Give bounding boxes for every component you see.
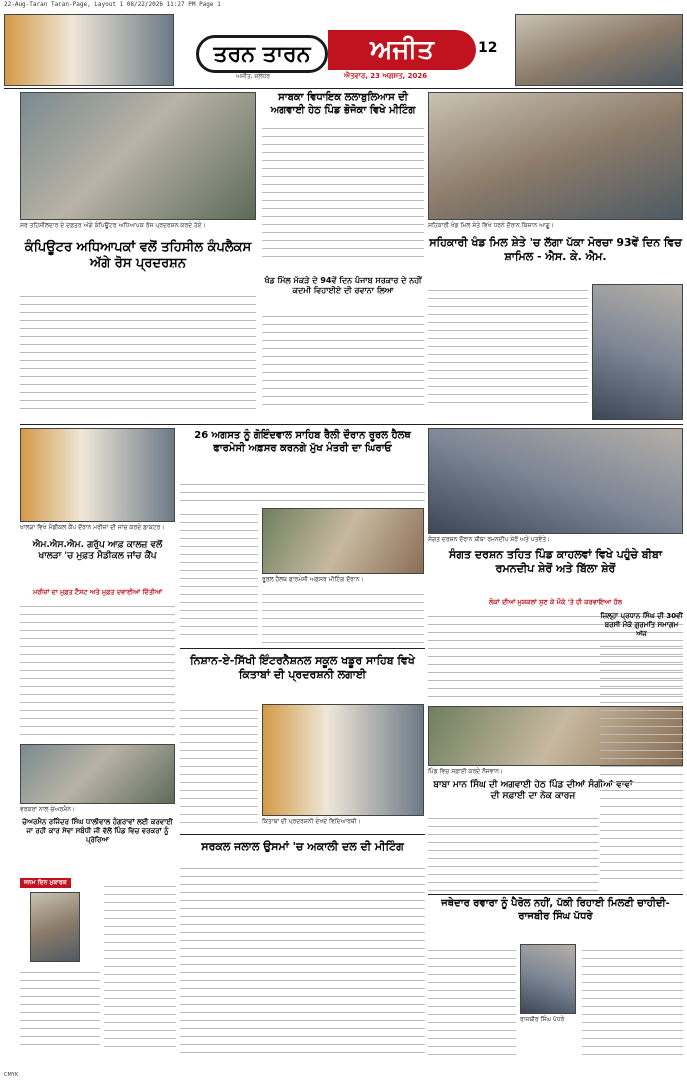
caption-8: ਰਾਜਬੀਰ ਸਿੰਘ ਪੱਧਰੇ xyxy=(520,1016,565,1023)
rule-5 xyxy=(428,894,683,895)
headline-a3: ਖੰਡ ਮਿੱਲ ਮੱਕੜੇ ਦੇ 94ਵੇਂ ਦਿਨ ਪੰਜਾਬ ਸਰਕਾਰ ਦੇ ਨਹੀਂ ਕਦਮੀ ਵਿਹਾਈਏ ਦੀ ਰਵਾਨਾ ਲਿਆ xyxy=(264,276,422,295)
photo-book-exhibition xyxy=(262,704,424,816)
masthead xyxy=(196,30,496,84)
headline-a8: ਨਿਸ਼ਾਨ-ਏ-ਸਿੱਖੀ ਇੰਟਰਨੈਸ਼ਨਲ ਸਕੂਲ ਖਡੂਰ ਸਾਹਿਬ ਵਿਖੇ ਕਿਤਾਬਾਂ ਦੀ ਪ੍ਰਦਰਸ਼ਨੀ ਲਗਾਈ xyxy=(190,654,415,681)
body-a1 xyxy=(262,122,424,270)
body-a4 xyxy=(428,284,588,420)
photo-pharmacy xyxy=(262,508,424,574)
body-a12 xyxy=(180,862,425,1058)
rule-3 xyxy=(180,648,425,649)
subhead-a6: ਮਰੀਜ਼ਾਂ ਦਾ ਮੁਫ਼ਤ ਟੈਸਟ ਅਤੇ ਮੁਫ਼ਤ ਦਵਾਈਆਂ ਦਿੱਤੀਆਂ xyxy=(32,588,163,596)
meta-line: 22-Aug-Taran Taran-Page, Layout 1 08/22/2026 11:27 PM Page 1 xyxy=(4,1,221,8)
body-a13b xyxy=(582,944,683,1058)
page-number: 12 xyxy=(478,40,498,56)
masthead-city: ਤਰਨ ਤਾਰਨ xyxy=(196,35,328,73)
caption-7: ਪਿੰਡ ਵਿਚ ਸਫ਼ਾਈ ਕਰਦੇ ਨੌਜਵਾਨ। xyxy=(428,768,503,775)
photo-workers xyxy=(20,744,175,804)
body-a5c xyxy=(262,588,424,646)
birthday-badge: ਜਨਮ ਦਿਨ ਮੁਬਾਰਕ xyxy=(20,878,71,888)
headline-a1: ਸਾਬਕਾ ਵਿਧਾਇਕ ਲਲਾਬੁਲਿਆਸ ਦੀ ਅਗਵਾਈ ਹੇਠ ਪਿੰਡ ਭੋਜੋਕਾ ਵਿਖੇ ਮੀਟਿੰਗ xyxy=(270,92,416,116)
body-a5b xyxy=(180,508,258,646)
body-a6 xyxy=(20,600,175,742)
footer-cmyk: CMYK xyxy=(4,1072,19,1078)
body-a8 xyxy=(180,704,258,832)
caption-9: ਵਰਕਰਾਂ ਨਾਲ ਚੇਅਰਮੈਨ। xyxy=(20,806,75,813)
headline-a10: ਜ਼ਿਲ੍ਹਾ ਪ੍ਰਧਾਨ ਸਿੰਘ ਦੀ 30ਵੀਂ ਬਰਸੀ ਮੌਕੇ ਗੁਰਮਤਿ ਸਮਾਗਮ ਅੱਜ xyxy=(600,612,683,638)
rule-4 xyxy=(180,834,425,835)
caption-3: ਖਾਲੜਾ ਵਿਖੇ ਮੈਡੀਕਲ ਕੈਂਪ ਦੌਰਾਨ ਮਰੀਜ਼ਾਂ ਦੀ ਜਾਂਚ ਕਰਦੇ ਡਾਕਟਰ। xyxy=(20,524,165,531)
photo-sugar-mill-2 xyxy=(592,284,683,420)
masthead-tagline: ਅਜੀਤ, ਜਲੰਧਰ xyxy=(236,73,271,80)
headline-a11: ਚੇਅਰਮੈਨ ਰਜਿੰਦਰ ਸਿੰਘ ਧਾਲੀਵਾਲ ਹੰਗਰਾਵਾਂ ਲਈ ਕਰਵਾਈ ਜਾ ਰਹੀ ਕਾਰ ਸੇਵਾ ਸਬੰਧੀ ਜੀ ਵੱਲੋਂ ਪਿੰਡ ਵਿਚ ਵਰਕਰਾਂ ਨੂੰ ਪ੍ਰੇਰਿਆ xyxy=(22,818,173,844)
subhead-a7: ਲੋਕਾਂ ਦੀਆਂ ਮੁਸ਼ਕਲਾਂ ਸੁਣ ਕੇ ਮੌਕੇ 'ਤੇ ਹੀ ਕਰਵਾਇਆ ਹੱਲ xyxy=(489,598,622,606)
body-a9 xyxy=(428,812,598,892)
masthead-paper: ਅਜੀਤ xyxy=(328,30,476,70)
rule-2 xyxy=(20,424,683,425)
caption-2: ਸਹਿਕਾਰੀ ਖੰਡ ਮਿਲ ਸ਼ੇਤੇ ਵਿਖੇ ਧਰਨੇ ਦੌਰਾਨ ਕਿਸਾਨ ਆਗੂ। xyxy=(428,222,554,229)
headline-a2: ਕੰਪਿਊਟਰ ਅਧਿਆਪਕਾਂ ਵਲੋਂ ਤਹਿਸੀਲ ਕੰਪਲੈਕਸ ਅੱਗੇ ਰੋਸ ਪ੍ਰਦਰਸ਼ਨ xyxy=(24,240,252,272)
photo-sugar-mill xyxy=(428,92,683,220)
top-rule xyxy=(4,88,683,89)
headline-a12: ਸਰਕਲ ਜਲਾਲ ਉਸਮਾਂ 'ਚ ਅਕਾਲੀ ਦਲ ਦੀ ਮੀਟਿੰਗ xyxy=(201,840,404,853)
header-photo-right xyxy=(515,14,683,86)
photo-sangat-darshan xyxy=(428,428,683,534)
photo-medical-camp xyxy=(20,428,175,522)
headline-a7: ਸੰਗਤ ਦਰਸ਼ਨ ਤਹਿਤ ਪਿੰਡ ਕਾਹਲਵਾਂ ਵਿਖੇ ਪਹੁੰਚੇ ਬੀਬਾ ਰਮਨਦੀਪ ਸ਼ੇਰੋਂ ਅਤੇ ਬਿੱਲਾ ਸ਼ੇਰੋਂ xyxy=(449,548,662,575)
header-photo-left xyxy=(4,14,174,86)
headline-a6: ਐਮ.ਐਸ.ਐਮ. ਗਰੁੱਪ ਆਫ਼ ਕਾਲਜ਼ ਵਲੋਂ ਖਾਲੜਾ 'ਚ ਮੁਫ਼ਤ ਮੈਡੀਕਲ ਜਾਂਚ ਕੈਂਪ xyxy=(32,540,163,562)
body-a13 xyxy=(428,944,516,1058)
headline-a9: ਬਾਬਾ ਮਾਨ ਸਿੰਘ ਦੀ ਅਗਵਾਈ ਹੇਠ ਪਿੰਡ ਦੀਆਂ ਸੰਗੀਆਂ ਵਾਵਾਂ ਦੀ ਸਫ਼ਾਈ ਦਾ ਨੇਕ ਕਾਰਜ xyxy=(433,780,633,802)
body-a11 xyxy=(104,880,176,1056)
body-a3 xyxy=(262,310,424,420)
caption-5: ਰੂਰਲ ਹੈਲਥ ਫਾਰਮੇਸੀ ਅਫ਼ਸਰ ਮੀਟਿੰਗ ਦੌਰਾਨ। xyxy=(262,576,364,583)
caption-4: ਸੰਗਤ ਦਰਸ਼ਨ ਦੌਰਾਨ ਬੀਬਾ ਰਮਨਦੀਪ ਸ਼ੇਰੋਂ ਅਤੇ ਪਤਵੰਤੇ। xyxy=(428,536,551,543)
photo-birthday-child xyxy=(30,892,80,962)
body-a2 xyxy=(20,290,256,420)
body-a5 xyxy=(180,478,425,506)
photo-rajbir-singh xyxy=(520,944,576,1014)
body-birthday xyxy=(20,966,100,1056)
body-a10 xyxy=(600,640,683,890)
headline-a5: 26 ਅਗਸਤ ਨੂੰ ਗੋਇੰਦਵਾਲ ਸਾਹਿਬ ਰੈਲੀ ਦੌਰਾਨ ਰੂਰਲ ਹੈਲਥ ਫਾਰਮੇਸੀ ਅਫ਼ਸਰ ਕਰਨਗੇ ਮੁੱਖ ਮੰਤਰੀ ਦਾ ਘਿਰਾਓ xyxy=(194,430,411,454)
caption-6: ਕਿਤਾਬਾਂ ਦੀ ਪ੍ਰਦਰਸ਼ਨੀ ਦੇਖਦੇ ਵਿਦਿਆਰਥੀ। xyxy=(262,818,361,825)
headline-a4: ਸਹਿਕਾਰੀ ਖੰਡ ਮਿਲ ਸ਼ੇਤੇ 'ਚ ਲੱਗਾ ਪੱਕਾ ਮੋਰਚਾ 93ਵੇਂ ਦਿਨ ਵਿਚ ਸ਼ਾਮਿਲ - ਐਸ. ਕੇ. ਐਮ. xyxy=(429,236,682,263)
caption-1: ਸਰ ਤਹਿਸੀਲਦਾਰ ਦੇ ਦਫ਼ਤਰ ਅੱਗੇ ਕੰਪਿਊਟਰ ਅਧਿਆਪਕ ਰੋਸ ਪ੍ਰਦਰਸ਼ਨ ਕਰਦੇ ਹੋਏ। xyxy=(20,222,206,229)
masthead-date: ਐਤਵਾਰ, 23 ਅਗਸਤ, 2026 xyxy=(344,72,428,80)
headline-a13: ਜਥੇਦਾਰ ਰਵਾਰਾ ਨੂੰ ਪੈਰੋਲ ਨਹੀਂ, ਪੱਕੀ ਰਿਹਾਈ ਮਿਲਣੀ ਚਾਹੀਦੀ- ਰਾਜਬੀਰ ਸਿੰਘ ਪੱਧਰੇ xyxy=(441,898,670,922)
photo-computer-teachers xyxy=(20,92,256,220)
